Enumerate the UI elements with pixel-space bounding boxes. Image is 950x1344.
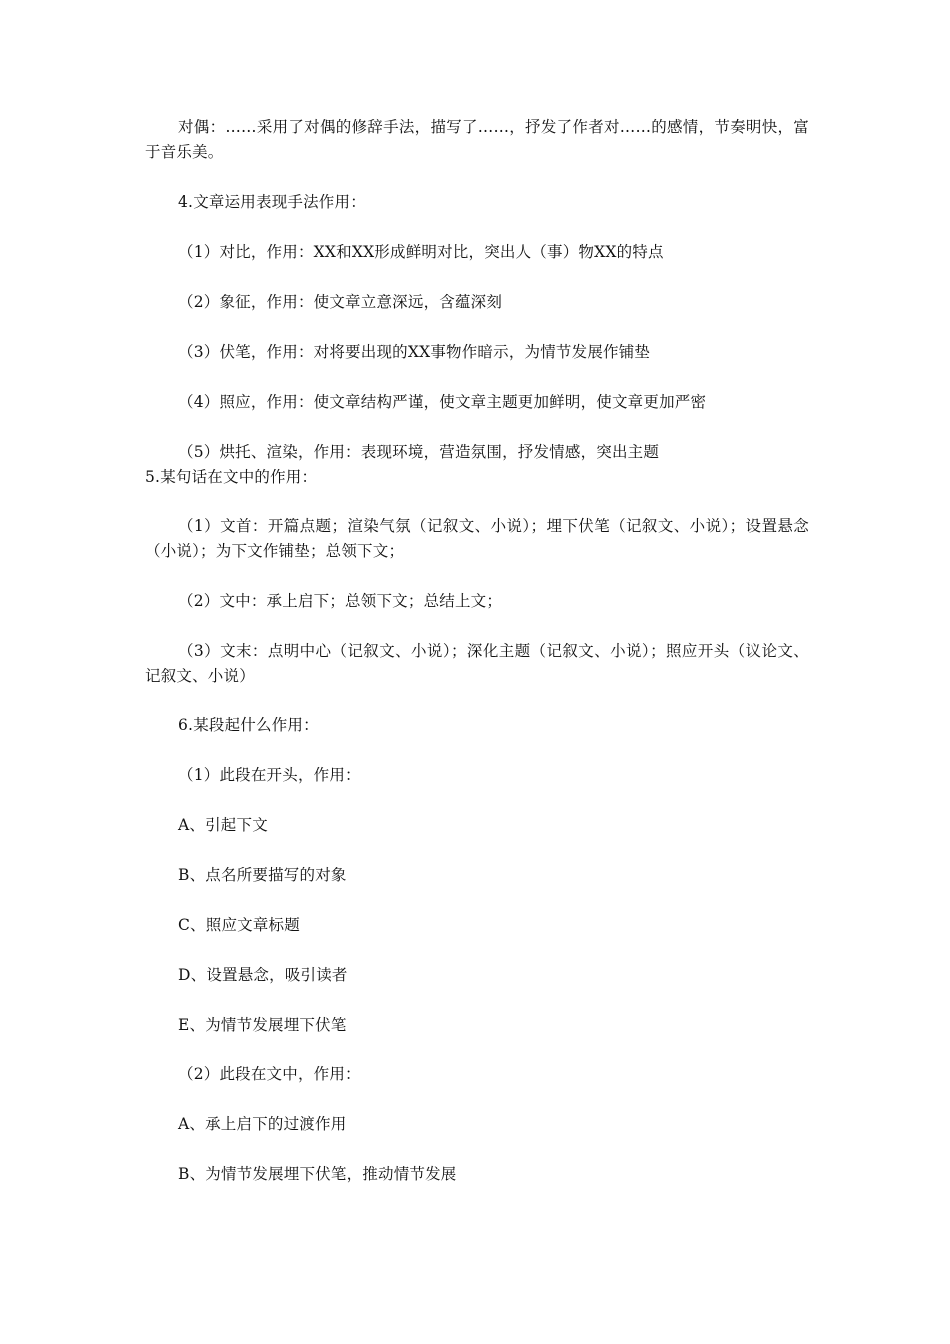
list-item-a-opening: A、引起下文 — [178, 816, 268, 834]
list-item-b-middle: B、为情节发展埋下伏笔，推动情节发展 — [178, 1165, 457, 1183]
list-item-contrast: （1）对比，作用：XX和XX形成鲜明对比，突出人（事）物XX的特点 — [178, 243, 664, 261]
list-item-c-opening: C、照应文章标题 — [178, 916, 300, 934]
list-item-a-middle: A、承上启下的过渡作用 — [178, 1115, 347, 1133]
heading-section-4: 4.文章运用表现手法作用： — [178, 193, 366, 211]
sub-heading-opening: （1）此段在开头，作用： — [178, 766, 361, 784]
paragraph-sentence-end: （3）文末：点明中心（记叙文、小说）；深化主题（记叙文、小说）；照应开头（议论文、记叙文、小说） — [145, 642, 809, 685]
paragraph-duiou: 对偶：……采用了对偶的修辞手法，描写了……，抒发了作者对……的感情，节奏明快，富于音乐美。 — [145, 118, 809, 161]
paragraph-sentence-start: （1）文首：开篇点题；渲染气氛（记叙文、小说）；埋下伏笔（记叙文、小说）；设置悬念（小说）；为下文作铺垫；总领下文； — [145, 517, 809, 560]
list-item-foreshadowing: （3）伏笔，作用：对将要出现的XX事物作暗示，为情节发展作铺垫 — [178, 343, 651, 361]
heading-section-6: 6.某段起什么作用： — [178, 716, 319, 734]
list-item-echo: （4）照应，作用：使文章结构严谨，使文章主题更加鲜明，使文章更加严密 — [178, 393, 707, 411]
paragraph-sentence-middle: （2）文中：承上启下；总领下文；总结上文； — [178, 592, 503, 610]
list-item-setoff: （5）烘托、渲染，作用：表现环境，营造氛围，抒发情感，突出主题 — [178, 443, 660, 461]
list-item-d-opening: D、设置悬念，吸引读者 — [178, 966, 348, 984]
sub-heading-middle: （2）此段在文中，作用： — [178, 1065, 361, 1083]
list-item-e-opening: E、为情节发展埋下伏笔 — [178, 1016, 347, 1034]
list-item-symbolism: （2）象征，作用：使文章立意深远，含蕴深刻 — [178, 293, 503, 311]
list-item-b-opening: B、点名所要描写的对象 — [178, 866, 347, 884]
heading-section-5: 5.某句话在文中的作用： — [145, 468, 318, 486]
